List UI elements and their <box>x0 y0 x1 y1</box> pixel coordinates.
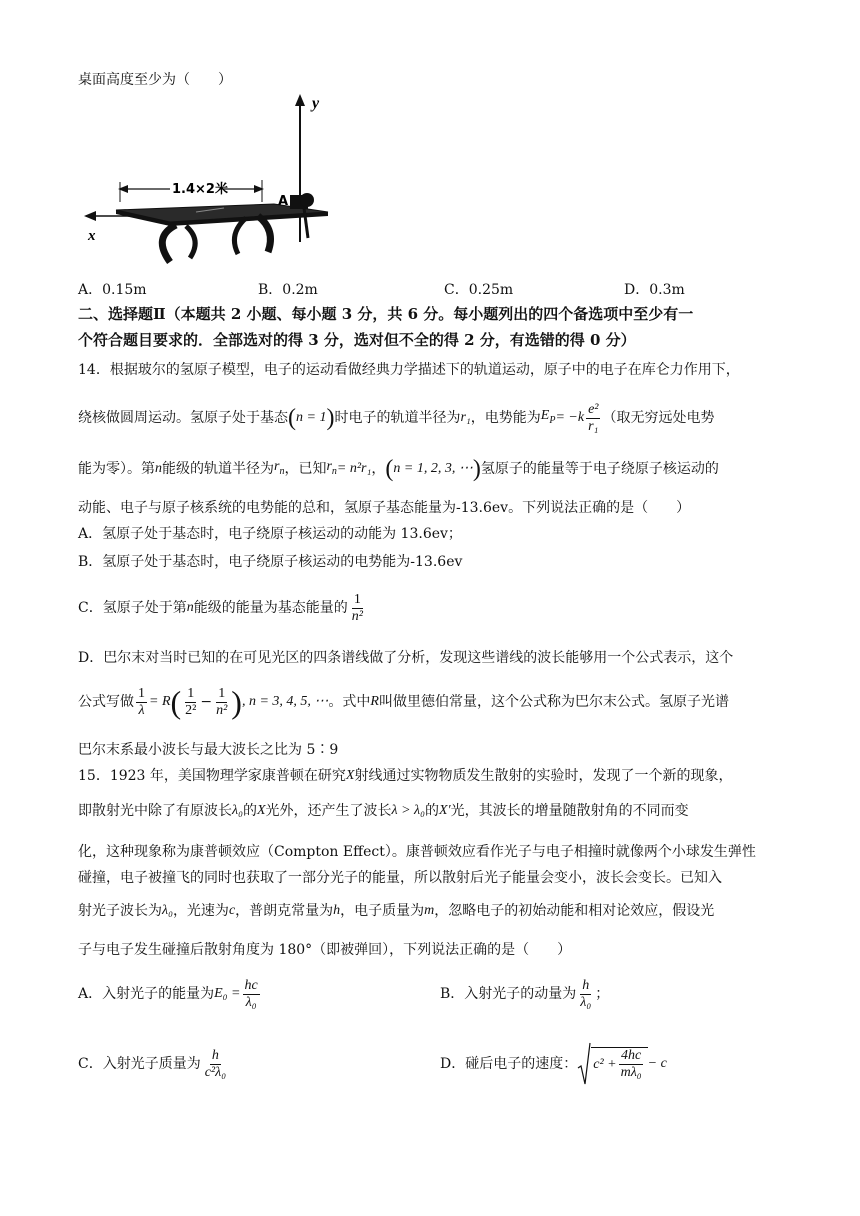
q14-text: C．氢原子处于第 <box>78 600 187 616</box>
fraction-h-over-c2lambda0 <box>203 1048 228 1081</box>
q15-text: 的 <box>424 803 439 819</box>
x-axis-label: x <box>88 228 96 244</box>
denominator: mλ₀ <box>620 1065 642 1080</box>
numerator: hc <box>244 977 258 993</box>
denominator: λ₀ <box>580 994 592 1010</box>
table-leg-right <box>258 216 270 252</box>
math-minus: − <box>200 694 213 710</box>
q14-text: ，已知 <box>284 461 327 477</box>
math-eq-r: = R <box>149 694 171 709</box>
math-rn-symbol: r <box>326 458 332 474</box>
math-rn-sub: n <box>279 465 285 477</box>
q14-option-c <box>78 586 367 630</box>
math-ep <box>541 406 556 431</box>
q15-text: 的 <box>242 803 257 819</box>
math-ep-symbol: E <box>540 407 550 423</box>
q15-text: 射线通过实物物质发生散射的实验时，发现了一个新的现象， <box>354 768 733 784</box>
q15-line1 <box>78 766 732 786</box>
paren-open: ( <box>385 456 394 482</box>
q14-text: 叫做里德伯常量，这个公式称为巴尔末公式。氢原子光谱 <box>378 694 729 710</box>
x-axis-arrow <box>84 211 96 221</box>
q15-line4: 碰撞，电子被撞飞的同时也获取了一部分光子的能量，所以散射后光子能量会变小，波长会变长。已知入 <box>78 870 722 886</box>
fraction-1-over-n2 <box>350 592 365 625</box>
q15-text: 即散射光中除了有原波长 <box>78 803 232 819</box>
math-minus-k: = −k <box>555 410 585 425</box>
math-x: X <box>256 803 266 818</box>
denominator: 2² <box>185 702 197 718</box>
paren-close: ) <box>326 405 335 431</box>
q14-line1: 14．根据玻尔的氢原子模型，电子的运动看做经典力学描述下的轨道运动，原子中的电子在库仑力作用下， <box>78 362 740 378</box>
q14-option-d-line3: 巴尔末系最小波长与最大波长之比为 5∶9 <box>78 742 339 758</box>
paren-open: ( <box>170 684 182 720</box>
numerator: 1 <box>353 591 361 607</box>
q15-text: 光外，还产生了波长 <box>265 803 392 819</box>
denominator: c²λ₀ <box>204 1064 227 1080</box>
math-rn-symbol: r <box>274 458 280 474</box>
q13-option-a: A．0.15m <box>78 282 147 298</box>
q15-text: ，光速为 <box>172 903 229 919</box>
numerator: 1 <box>187 685 195 701</box>
q15-line6: 子与电子发生碰撞后散射角度为 180°（即被弹回），下列说法正确的是（ ） <box>78 942 572 958</box>
fraction-1-over-2sq <box>183 686 198 719</box>
q14-text: 绕核做圆周运动。氢原子处于基态 <box>78 410 288 426</box>
math-h: h <box>333 903 341 918</box>
denominator: r₁ <box>588 418 599 434</box>
q14-option-b: B．氢原子处于基态时，电子绕原子核运动的电势能为-13.6ev <box>78 554 463 570</box>
dimension-label: 1.4×2米 <box>172 182 228 197</box>
q14-text: 能级的能量为基态能量的 <box>193 600 348 616</box>
math-n: n <box>155 461 162 476</box>
point-a-label: A <box>278 194 289 209</box>
math-m: m <box>424 903 435 918</box>
paren-close: ) <box>231 684 242 720</box>
numerator: 4hc <box>621 1048 642 1063</box>
q14-text: 能为零）。第 <box>78 461 155 477</box>
q15-text: 射光子波长为 <box>78 903 162 919</box>
fraction-e2-over-r1 <box>586 402 600 435</box>
math-c: c <box>228 903 236 918</box>
q14-text: 。式中 <box>328 694 371 710</box>
math-n-values: , n = 3, 4, 5, ⋯ <box>241 694 329 709</box>
q14-text: 氢原子的能量等于电子绕原子核运动的 <box>480 461 719 477</box>
numerator: e² <box>588 401 599 417</box>
numerator: h <box>211 1047 219 1063</box>
q15-text: 光，其波长的增量随散射角的不同而变 <box>450 803 689 819</box>
math-n-list: n = 1, 2, 3, ⋯ <box>393 461 473 476</box>
q13-option-d: D．0.3m <box>624 282 685 298</box>
q14-option-a: A．氢原子处于基态时，电子绕原子核运动的动能为 13.6ev； <box>78 526 462 542</box>
section-2-heading-line1: 二、选择题Ⅱ（本题共 2 小题、每小题 3 分，共 6 分。每小题列出的四个备选项中至少有一 <box>78 305 694 323</box>
q13-option-b: B．0.2m <box>258 282 318 298</box>
math-rn-eq: = n²r₁ <box>336 461 372 476</box>
q15-text: A．入射光子的能量为 <box>78 986 215 1002</box>
launcher-head <box>300 193 314 207</box>
fraction-hc-over-lambda0 <box>243 978 260 1011</box>
fraction-1-over-lambda <box>136 686 147 719</box>
q15-text: ； <box>595 986 610 1002</box>
math-ep-sub: P <box>549 414 556 426</box>
q14-text: ，电势能为 <box>470 410 541 426</box>
math-r: R <box>370 694 379 709</box>
math-rn-sub: n <box>331 465 337 477</box>
q13-option-c: C．0.25m <box>444 282 514 298</box>
q14-text: 公式写做 <box>78 694 134 710</box>
q15-line2 <box>78 798 689 824</box>
math-rn <box>274 457 284 482</box>
q15-text: D．碰后电子的速度： <box>440 1056 578 1072</box>
denominator: λ₀ <box>245 994 257 1010</box>
math-n: n <box>186 600 194 615</box>
math-lambda0: λ₀ <box>232 803 243 818</box>
q15-text: ，电子质量为 <box>340 903 425 919</box>
math-r1: r₁ <box>460 410 471 425</box>
paren-open: ( <box>288 405 296 431</box>
math-minus-c: − c <box>647 1056 667 1071</box>
table-leg-left <box>162 225 176 262</box>
fraction-h-over-lambda0 <box>578 978 593 1011</box>
q14-line3 <box>78 456 719 482</box>
fraction-4hc-over-mlambda0 <box>619 1048 644 1081</box>
q14-text: 能级的轨道半径为 <box>162 461 274 477</box>
table-leg-right-inner <box>234 218 246 254</box>
math-lambda0: λ₀ <box>162 903 173 918</box>
q14-option-d-line1: D．巴尔末对当时已知的在可见光区的四条谱线做了分析，发现这些谱线的波长能够用一个公式表示，这个 <box>78 650 734 666</box>
math-x: X <box>345 768 355 783</box>
q14-line2 <box>78 396 714 440</box>
table-tennis-figure <box>78 92 340 268</box>
q15-option-a <box>78 972 262 1016</box>
q14-text: ， <box>371 461 386 477</box>
q14-text: （取无穷远处电势 <box>602 410 715 426</box>
math-lambda-gt: λ > λ₀ <box>391 803 425 818</box>
section-2-heading-line2: 个符合题目要求的．全部选对的得 3 分，选对但不全的得 2 分，有选错的得 0 分） <box>78 331 636 349</box>
math-e0: E₀ = <box>214 986 241 1001</box>
sqrt-expression <box>577 1042 647 1086</box>
denominator: λ <box>138 702 145 718</box>
q15-option-c <box>78 1042 230 1086</box>
numerator: 1 <box>218 685 226 701</box>
q14-line4: 动能、电子与原子核系统的电势能的总和，氢原子基态能量为-13.6ev。下列说法正确的是（ ） <box>78 500 691 516</box>
q15-text: 15．1923 年，美国物理学家康普顿在研究 <box>78 768 346 784</box>
y-axis-arrow <box>295 94 305 106</box>
q15-text: ，普朗克常量为 <box>235 903 334 919</box>
q15-option-d <box>440 1040 667 1088</box>
q15-option-b <box>440 972 609 1016</box>
sqrt-sign <box>577 1042 591 1086</box>
paren-close: ) <box>472 456 481 482</box>
math-n-eq-1: n = 1 <box>296 410 327 425</box>
math-c2-plus: c² + <box>593 1056 617 1072</box>
table-leg-left-inner <box>186 226 195 258</box>
q14-text: 时电子的轨道半径为 <box>334 410 461 426</box>
q15-text: B．入射光子的动量为 <box>440 986 577 1002</box>
q15-text: ，忽略电子的初始动能和相对论效应，假设光 <box>434 903 715 919</box>
fraction-1-over-n2 <box>214 686 229 719</box>
denominator: n² <box>351 608 363 624</box>
q15-text: C．入射光子质量为 <box>78 1056 201 1072</box>
q15-line3: 化，这种现象称为康普顿效应（Compton Effect）。康普顿效应看作光子与电子相撞时就像两个小球发生弹性 <box>78 844 756 860</box>
q14-option-d-line2 <box>78 680 729 724</box>
denominator: n² <box>216 702 228 718</box>
y-axis-label: y <box>312 95 320 112</box>
q15-line5 <box>78 898 714 924</box>
sqrt-radicand <box>591 1047 647 1081</box>
math-rn-lhs <box>326 457 336 482</box>
numerator: 1 <box>138 685 145 701</box>
numerator: h <box>582 977 590 993</box>
math-x-prime: X′ <box>438 803 451 818</box>
question-13-tail: 桌面高度至少为（ ） <box>78 72 232 88</box>
